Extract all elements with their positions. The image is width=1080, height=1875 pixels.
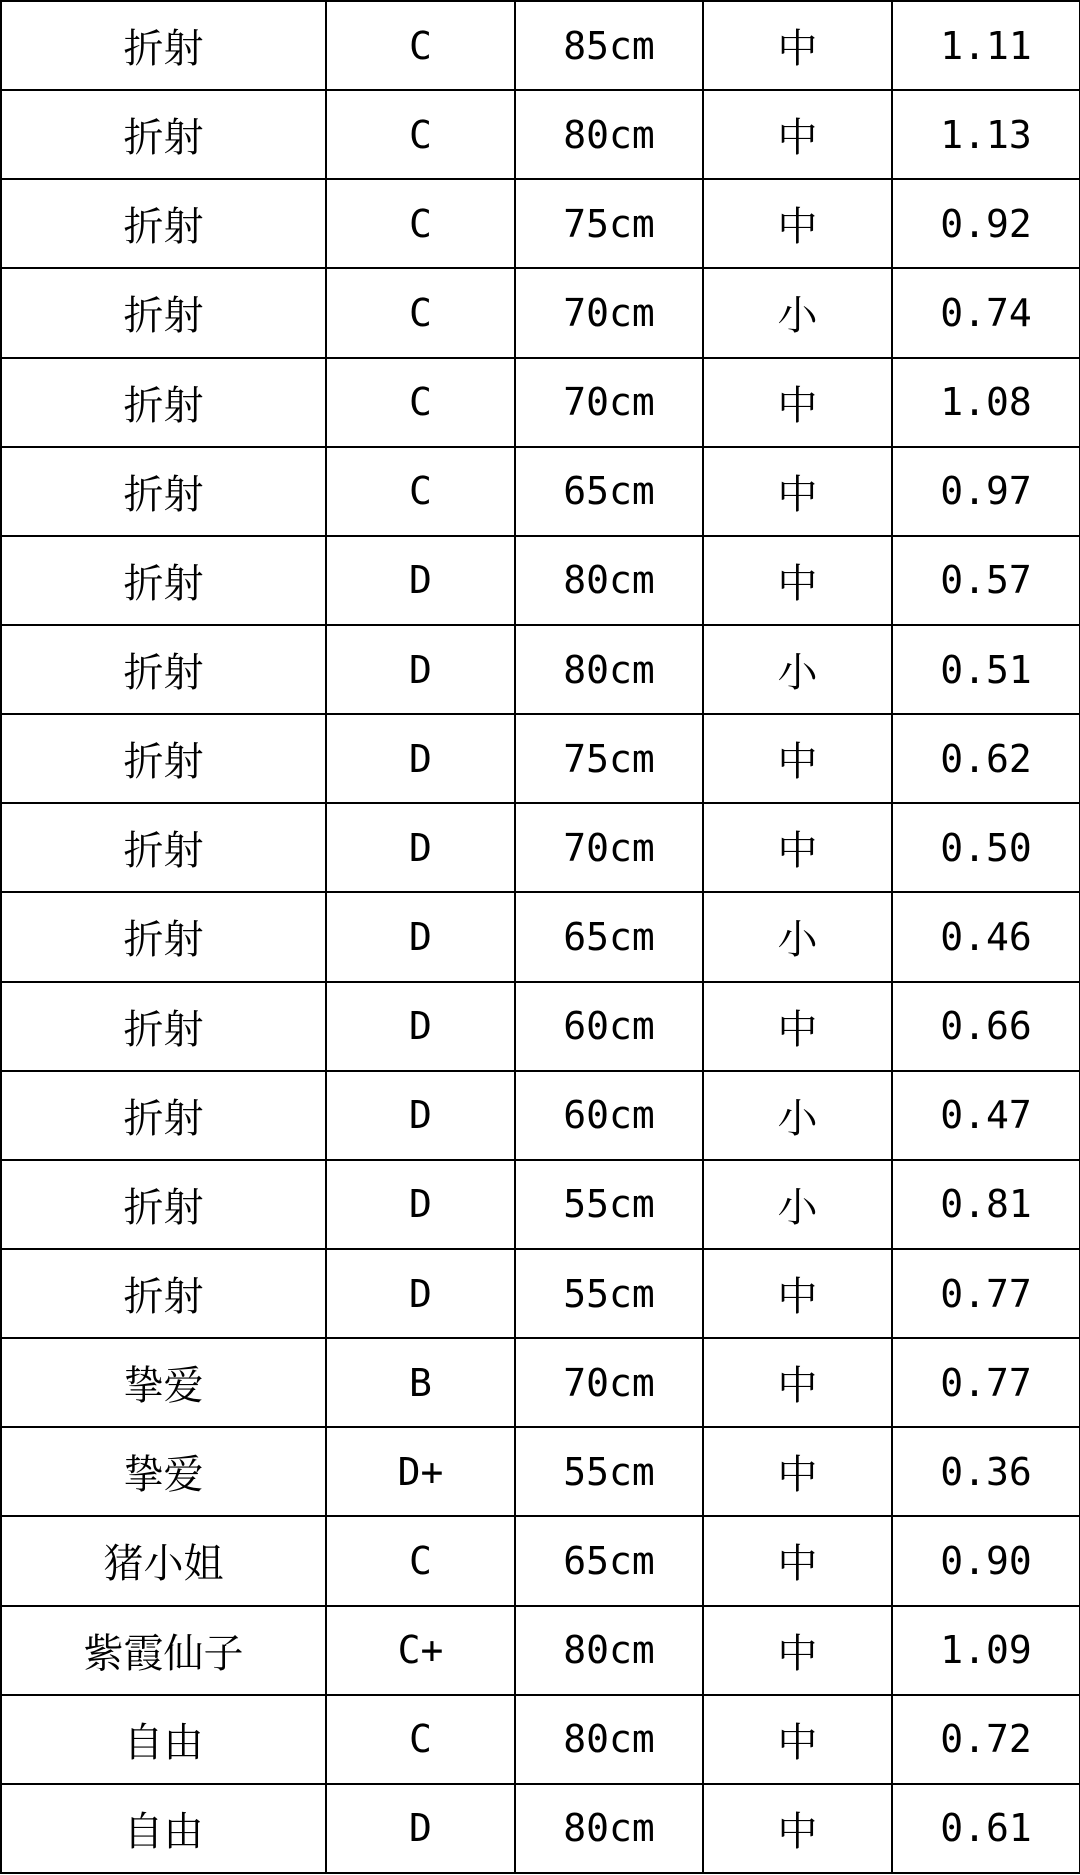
cell-length: 75cm <box>515 714 703 803</box>
cell-name: 折射 <box>1 536 326 625</box>
table-row <box>1 1 1080 90</box>
cell-grade: C <box>326 1 515 90</box>
table-row <box>1 803 1080 892</box>
cell-name: 自由 <box>1 1695 326 1784</box>
cell-length: 80cm <box>515 1606 703 1695</box>
cell-grade: D <box>326 536 515 625</box>
table-row <box>1 358 1080 447</box>
cell-grade: B <box>326 1338 515 1427</box>
table-row <box>1 714 1080 803</box>
cell-size: 中 <box>703 179 892 268</box>
cell-length: 65cm <box>515 447 703 536</box>
cell-name: 折射 <box>1 358 326 447</box>
cell-name: 折射 <box>1 625 326 714</box>
cell-grade: D <box>326 1160 515 1249</box>
cell-name: 折射 <box>1 90 326 179</box>
cell-grade: D <box>326 803 515 892</box>
cell-length: 85cm <box>515 1 703 90</box>
cell-size: 中 <box>703 1427 892 1516</box>
cell-value: 0.90 <box>892 1516 1080 1605</box>
cell-grade: D <box>326 1249 515 1338</box>
cell-value: 0.81 <box>892 1160 1080 1249</box>
cell-grade: D <box>326 1071 515 1160</box>
cell-size: 小 <box>703 1160 892 1249</box>
cell-grade: D <box>326 714 515 803</box>
cell-name: 自由 <box>1 1784 326 1873</box>
cell-size: 中 <box>703 536 892 625</box>
cell-value: 0.50 <box>892 803 1080 892</box>
table-row <box>1 892 1080 981</box>
cell-value: 0.77 <box>892 1338 1080 1427</box>
cell-name: 挚爱 <box>1 1427 326 1516</box>
cell-value: 0.97 <box>892 447 1080 536</box>
cell-size: 小 <box>703 268 892 357</box>
cell-value: 0.62 <box>892 714 1080 803</box>
cell-length: 70cm <box>515 1338 703 1427</box>
cell-length: 55cm <box>515 1427 703 1516</box>
cell-length: 60cm <box>515 1071 703 1160</box>
cell-value: 1.08 <box>892 358 1080 447</box>
table-row <box>1 625 1080 714</box>
table-row <box>1 1338 1080 1427</box>
cell-length: 65cm <box>515 1516 703 1605</box>
cell-value: 1.09 <box>892 1606 1080 1695</box>
cell-name: 折射 <box>1 1 326 90</box>
cell-grade: C+ <box>326 1606 515 1695</box>
cell-size: 中 <box>703 1784 892 1873</box>
cell-length: 80cm <box>515 1695 703 1784</box>
cell-name: 紫霞仙子 <box>1 1606 326 1695</box>
cell-name: 折射 <box>1 179 326 268</box>
cell-length: 65cm <box>515 892 703 981</box>
table-row <box>1 268 1080 357</box>
cell-name: 挚爱 <box>1 1338 326 1427</box>
table-row <box>1 1516 1080 1605</box>
cell-size: 中 <box>703 714 892 803</box>
cell-name: 折射 <box>1 1160 326 1249</box>
cell-size: 中 <box>703 803 892 892</box>
cell-size: 中 <box>703 1606 892 1695</box>
cell-value: 0.57 <box>892 536 1080 625</box>
cell-length: 70cm <box>515 803 703 892</box>
cell-grade: C <box>326 447 515 536</box>
table-row <box>1 1427 1080 1516</box>
cell-length: 60cm <box>515 982 703 1071</box>
cell-name: 折射 <box>1 447 326 536</box>
cell-name: 折射 <box>1 714 326 803</box>
cell-grade: C <box>326 1516 515 1605</box>
cell-value: 0.74 <box>892 268 1080 357</box>
cell-name: 折射 <box>1 268 326 357</box>
cell-value: 0.92 <box>892 179 1080 268</box>
cell-value: 0.51 <box>892 625 1080 714</box>
cell-size: 中 <box>703 1516 892 1605</box>
cell-size: 中 <box>703 90 892 179</box>
cell-grade: D <box>326 1784 515 1873</box>
cell-size: 中 <box>703 1338 892 1427</box>
cell-value: 0.66 <box>892 982 1080 1071</box>
cell-name: 折射 <box>1 1071 326 1160</box>
cell-size: 中 <box>703 358 892 447</box>
table-row <box>1 536 1080 625</box>
cell-value: 0.61 <box>892 1784 1080 1873</box>
cell-length: 80cm <box>515 90 703 179</box>
cell-grade: C <box>326 1695 515 1784</box>
cell-value: 0.46 <box>892 892 1080 981</box>
cell-name: 折射 <box>1 803 326 892</box>
cell-size: 小 <box>703 625 892 714</box>
cell-name: 猪小姐 <box>1 1516 326 1605</box>
cell-length: 70cm <box>515 358 703 447</box>
cell-length: 80cm <box>515 625 703 714</box>
cell-length: 75cm <box>515 179 703 268</box>
cell-value: 0.72 <box>892 1695 1080 1784</box>
cell-grade: D <box>326 892 515 981</box>
cell-grade: D+ <box>326 1427 515 1516</box>
cell-length: 80cm <box>515 536 703 625</box>
cell-grade: C <box>326 90 515 179</box>
cell-size: 中 <box>703 1249 892 1338</box>
cell-grade: D <box>326 982 515 1071</box>
table-row <box>1 1606 1080 1695</box>
table-row <box>1 1695 1080 1784</box>
cell-name: 折射 <box>1 982 326 1071</box>
table-row <box>1 1160 1080 1249</box>
cell-length: 55cm <box>515 1160 703 1249</box>
table-row <box>1 90 1080 179</box>
cell-size: 中 <box>703 982 892 1071</box>
cell-name: 折射 <box>1 892 326 981</box>
cell-size: 小 <box>703 892 892 981</box>
cell-grade: C <box>326 179 515 268</box>
table-row <box>1 179 1080 268</box>
cell-value: 0.77 <box>892 1249 1080 1338</box>
cell-size: 中 <box>703 1 892 90</box>
table-row <box>1 982 1080 1071</box>
table-body <box>1 1 1080 1873</box>
cell-size: 中 <box>703 1695 892 1784</box>
cell-name: 折射 <box>1 1249 326 1338</box>
cell-grade: C <box>326 358 515 447</box>
cell-length: 70cm <box>515 268 703 357</box>
cell-grade: C <box>326 268 515 357</box>
cell-value: 1.11 <box>892 1 1080 90</box>
cell-value: 1.13 <box>892 90 1080 179</box>
cell-size: 中 <box>703 447 892 536</box>
table-row <box>1 1784 1080 1873</box>
cell-length: 80cm <box>515 1784 703 1873</box>
cell-size: 小 <box>703 1071 892 1160</box>
cell-grade: D <box>326 625 515 714</box>
cell-value: 0.47 <box>892 1071 1080 1160</box>
cell-value: 0.36 <box>892 1427 1080 1516</box>
cell-length: 55cm <box>515 1249 703 1338</box>
table-row <box>1 447 1080 536</box>
table-row <box>1 1249 1080 1338</box>
table-row <box>1 1071 1080 1160</box>
